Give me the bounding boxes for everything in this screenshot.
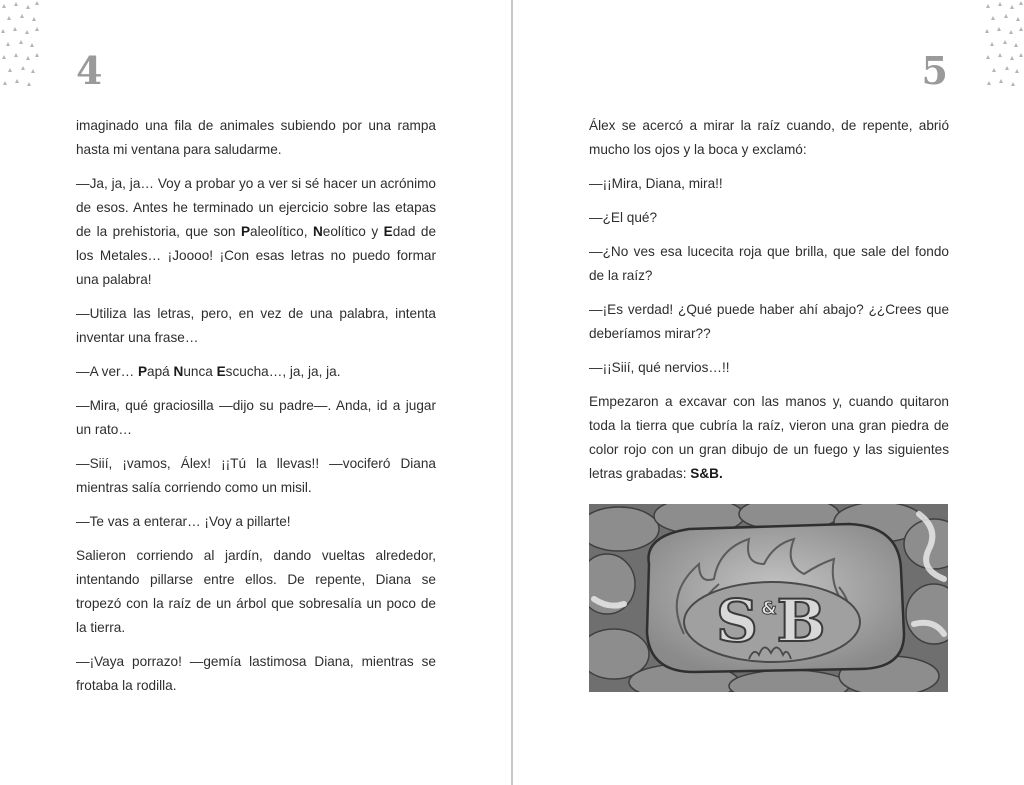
engraved-stone-illustration	[589, 504, 948, 692]
text-run: —Mira, qué graciosilla —dijo su padre—. Anda, id a jugar un rato…	[76, 398, 436, 437]
paragraph	[76, 544, 436, 640]
paragraph	[589, 206, 949, 230]
text-run: —Utiliza las letras, pero, en vez de una palabra, intenta inventar una frase…	[76, 306, 436, 345]
paragraph	[589, 240, 949, 288]
text-run: dad de los Metales… ¡Joooo! ¡Con esas letras no puedo formar una palabra!	[76, 224, 437, 287]
text-run: —¿No ves esa lucecita roja que brilla, que sale del fondo de la raíz?	[589, 244, 949, 283]
page-number: 5	[921, 48, 948, 93]
text-run: —¿El qué?	[589, 210, 658, 225]
text-run: unca	[183, 364, 217, 379]
text-run: —¡¡Mira, Diana, mira!!	[589, 176, 723, 191]
bold-text-run: E	[216, 364, 226, 379]
text-run: eolítico y	[322, 224, 384, 239]
paragraph	[589, 114, 949, 162]
text-run: —A ver…	[76, 364, 138, 379]
engraving-ampersand: &	[761, 598, 777, 619]
left-page	[0, 0, 511, 785]
paragraph	[76, 394, 436, 442]
text-run: —Te vas a enterar… ¡Voy a pillarte!	[76, 514, 291, 529]
bold-text-run: N	[173, 364, 184, 379]
engraving-letter-b: B	[776, 587, 826, 655]
bold-text-run: S&B.	[690, 466, 723, 481]
text-run: Álex se acercó a mirar la raíz cuando, de repente, abrió mucho los ojos y la boca y exclamó:	[589, 118, 949, 157]
bold-text-run: P	[240, 224, 251, 239]
paragraph	[589, 298, 949, 346]
text-run: —Ja, ja, ja… Voy a probar yo a ver si sé hacer un acrónimo de esos. Antes he terminado un ejercicio sobre las etapas de la prehistoria, que son	[76, 176, 436, 239]
text-run: —Siií, ¡vamos, Álex! ¡¡Tú la llevas!! —vociferó Diana mientras salía corriendo como un misil.	[76, 456, 436, 495]
paragraph	[76, 510, 436, 534]
bold-text-run: P	[137, 364, 148, 379]
paragraph	[76, 302, 436, 350]
text-run: Empezaron a excavar con las manos y, cuando quitaron toda la tierra que cubría la raíz, vieron una gran piedra de color rojo con un gran dibujo de un fuego y las siguientes letras grabadas:	[589, 394, 949, 481]
paragraph	[589, 356, 949, 380]
text-run: —¡Es verdad! ¿Qué puede haber ahí abajo? ¿¿Crees que deberíamos mirar??	[589, 302, 949, 341]
engraving-letter-s: S	[716, 587, 758, 655]
triangle-pattern-decoration	[0, 0, 40, 90]
paragraph	[76, 452, 436, 500]
triangle-pattern-decoration	[984, 0, 1024, 90]
paragraph	[76, 360, 436, 384]
paragraph	[76, 172, 436, 292]
paragraph	[589, 390, 949, 486]
right-page-text	[589, 114, 949, 496]
bold-text-run: N	[312, 224, 323, 239]
paragraph	[589, 172, 949, 196]
text-run: Salieron corriendo al jardín, dando vueltas alrededor, intentando pillarse entre ellos. De repente, Diana se tropezó con la raíz de un árbol que sobresalía un poco de la tierra.	[76, 548, 436, 635]
text-run: —¡Vaya porrazo! —gemía lastimosa Diana, mientras se frotaba la rodilla.	[76, 654, 436, 693]
bold-text-run: E	[383, 224, 393, 239]
text-run: aleolítico,	[250, 224, 313, 239]
right-page	[513, 0, 1024, 785]
left-page-text	[76, 114, 436, 708]
text-run: —¡¡Siií, qué nervios…!!	[589, 360, 730, 375]
paragraph	[76, 114, 436, 162]
page-number: 4	[76, 48, 103, 93]
text-run: imaginado una fila de animales subiendo por una rampa hasta mi ventana para saludarme.	[76, 118, 436, 157]
text-run: apá	[147, 364, 174, 379]
paragraph	[76, 650, 436, 698]
text-run: scucha…, ja, ja, ja.	[225, 364, 341, 379]
